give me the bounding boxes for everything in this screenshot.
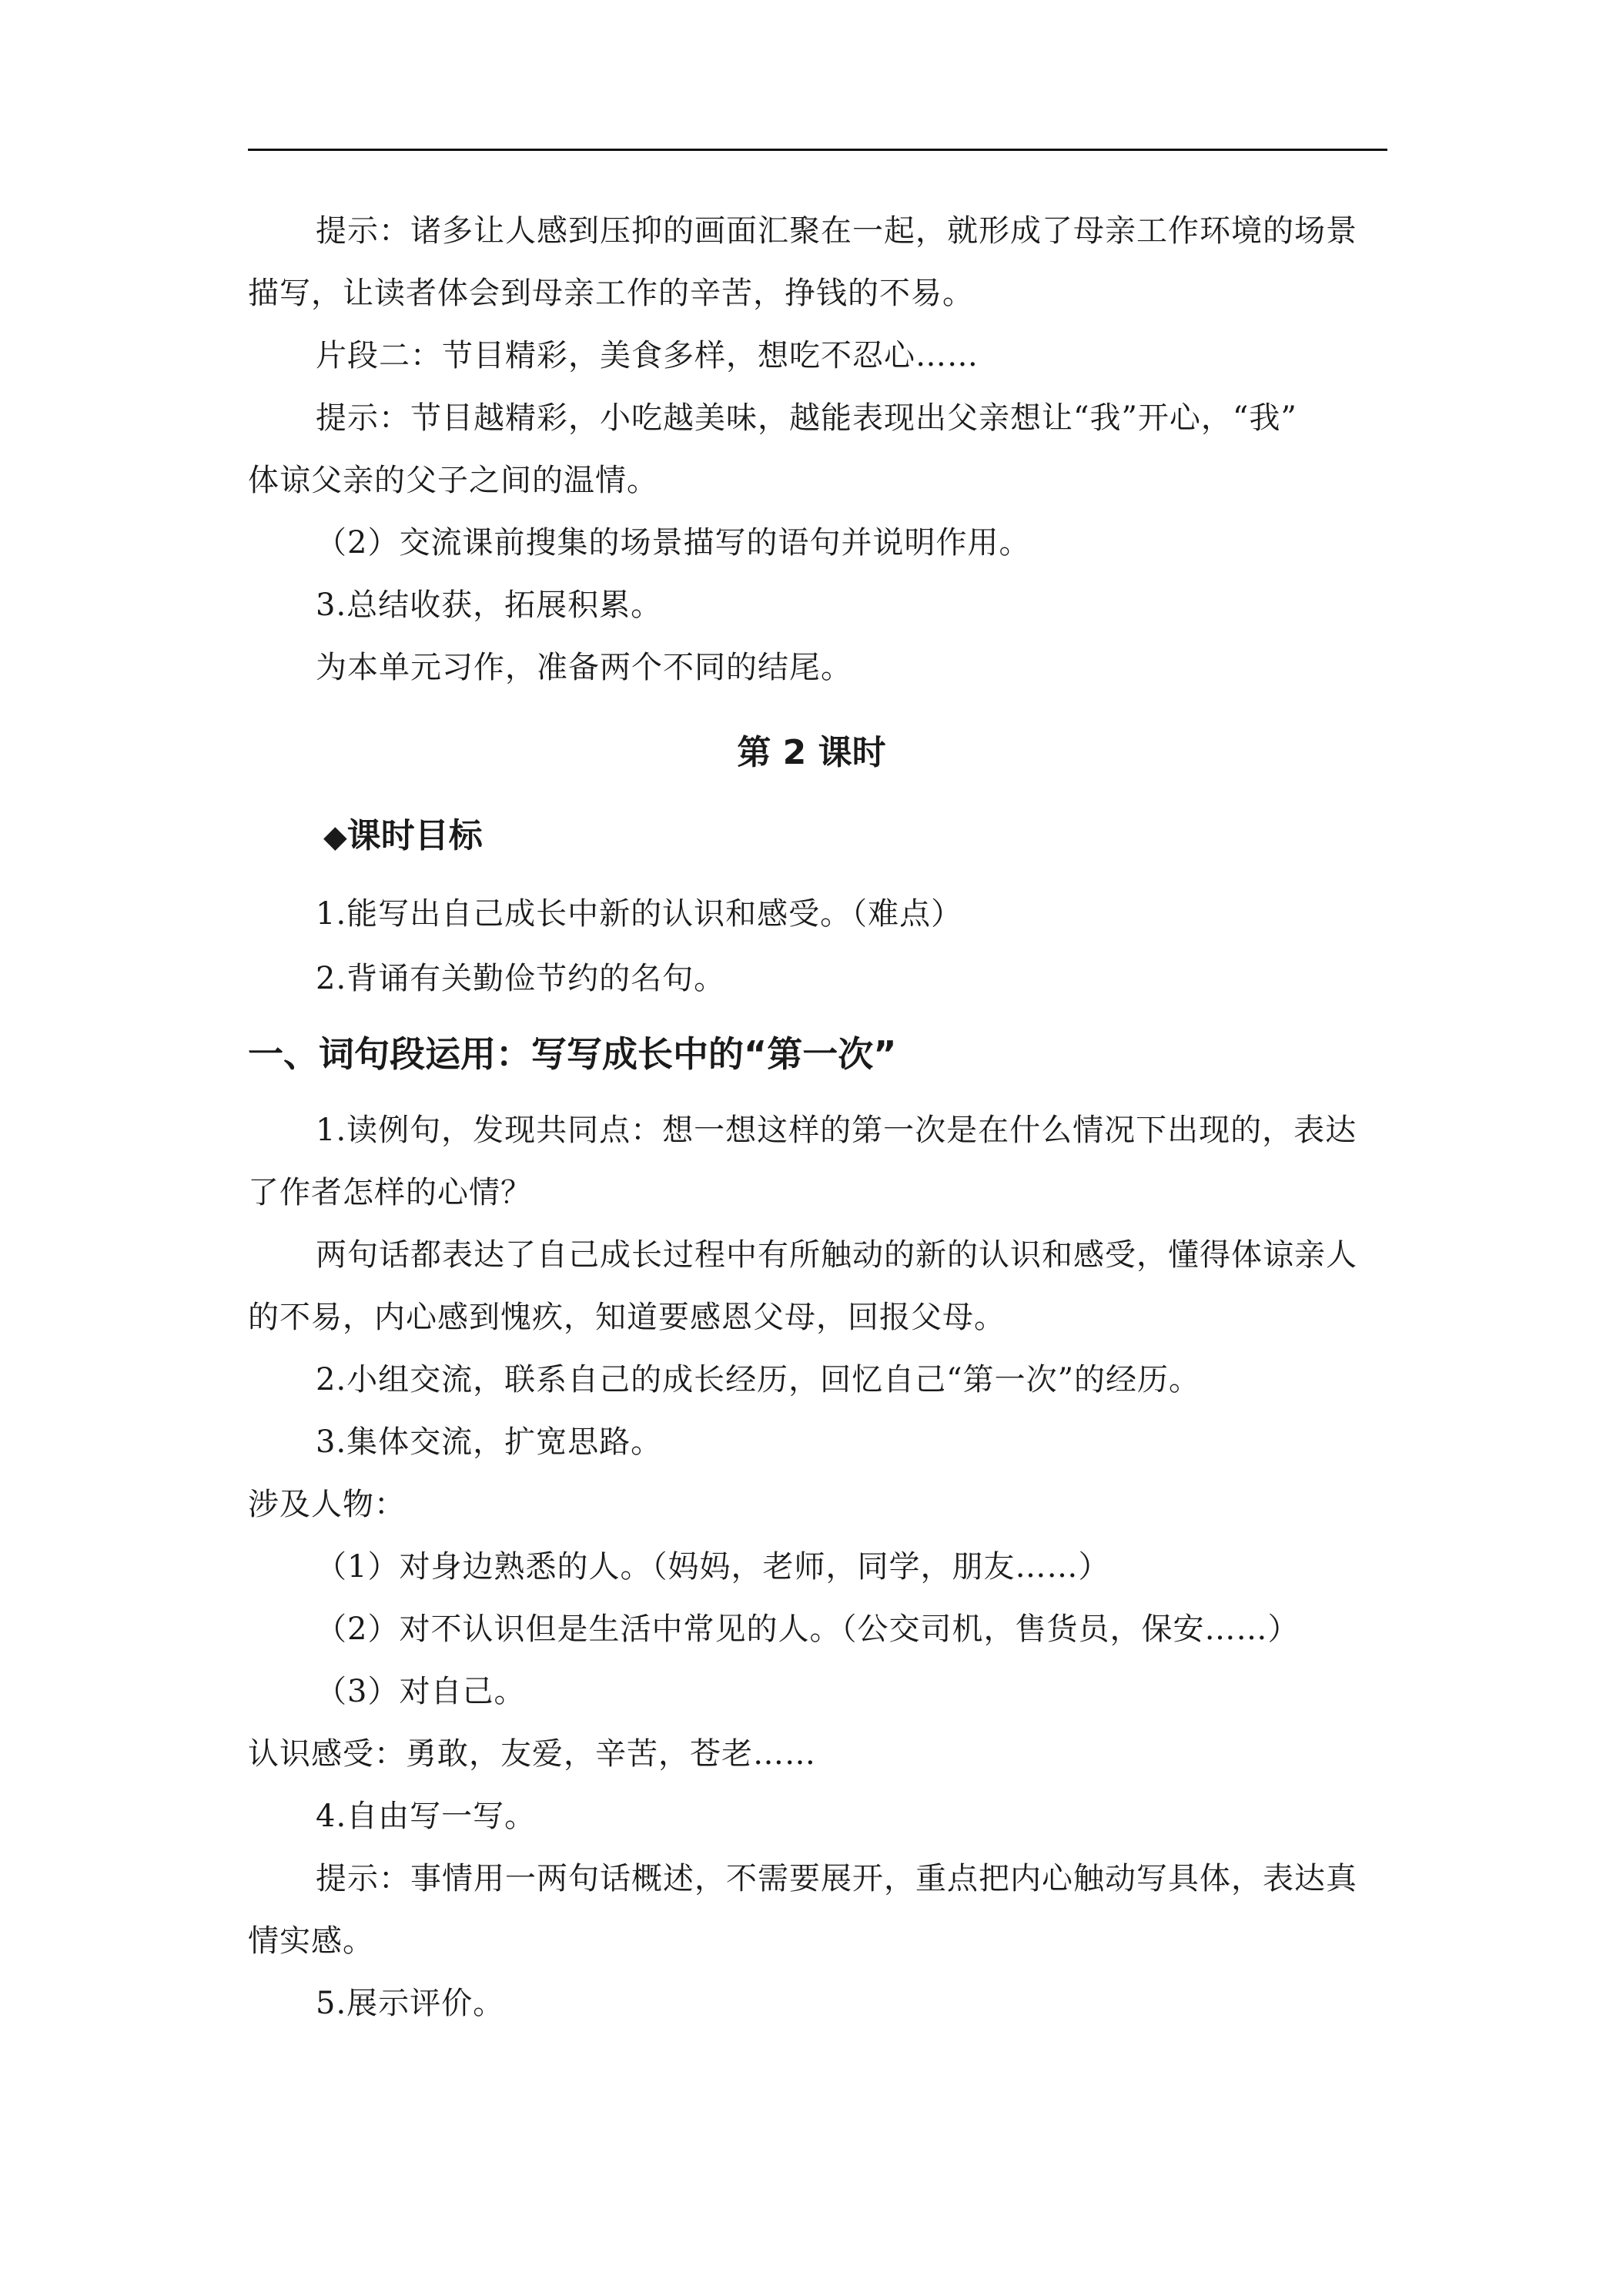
paragraph-line: 提示：诸多让人感到压抑的画面汇聚在一起，就形成了母亲工作环境的场景 [316,213,1357,249]
paragraph-line: 了作者怎样的心情？ [248,1175,532,1210]
paragraph-line: 两句话都表达了自己成长过程中有所触动的新的认识和感受，懂得体谅亲人 [316,1237,1357,1273]
paragraph-line: 1.能写出自己成长中新的认识和感受。（难点） [316,896,963,932]
paragraph-line: （3）对自己。 [316,1674,526,1709]
paragraph-line: 3.总结收获，拓展积累。 [316,587,663,623]
paragraph-line: 1.读例句，发现共同点：想一想这样的第一次是在什么情况下出现的，表达 [316,1113,1357,1148]
paragraph-line: 描写，让读者体会到母亲工作的辛苦，挣钱的不易。 [248,276,974,311]
paragraph-line: （2）对不认识但是生活中常见的人。（公交司机，售货员，保安……） [316,1612,1300,1647]
paragraph-line: 涉及人物： [248,1487,406,1522]
paragraph-line: 2.背诵有关勤俭节约的名句。 [316,961,726,996]
paragraph-line: 4.自由写一写。 [316,1799,537,1834]
paragraph-line: 提示：节目越精彩，小吃越美味，越能表现出父亲想让“我”开心，“我” [316,400,1297,436]
section-heading: 一、词句段运用：写写成长中的“第一次” [248,1033,897,1075]
paragraph-line: 片段二：节目精彩，美食多样，想吃不忍心…… [316,338,979,373]
lesson-title: 第 2 课时 [737,733,886,772]
header-rule [248,149,1387,151]
objective-heading [323,815,483,858]
paragraph-line: 认识感受：勇敢，友爱，辛苦，苍老…… [248,1736,816,1772]
paragraph-line: 为本单元习作，准备两个不同的结尾。 [316,650,852,685]
paragraph-line: 提示：事情用一两句话概述，不需要展开，重点把内心触动写具体，表达真 [316,1861,1357,1896]
paragraph-line: 5.展示评价。 [316,1986,505,2021]
paragraph-line: （1）对身边熟悉的人。（妈妈，老师，同学，朋友……） [316,1549,1110,1585]
paragraph-line: 2.小组交流，联系自己的成长经历，回忆自己“第一次”的经历。 [316,1362,1201,1397]
paragraph-line: （2）交流课前搜集的场景描写的语句并说明作用。 [316,525,1031,561]
paragraph-line: 情实感。 [248,1923,374,1959]
paragraph-line: 体谅父亲的父子之间的温情。 [248,463,658,498]
diamond-bullet-icon: ◆ [323,819,347,855]
paragraph-line: 3.集体交流，扩宽思路。 [316,1424,663,1460]
paragraph-line: 的不易，内心感到愧疚，知道要感恩父母，回报父母。 [248,1300,1006,1335]
objective-heading-label: 课时目标 [346,816,483,855]
